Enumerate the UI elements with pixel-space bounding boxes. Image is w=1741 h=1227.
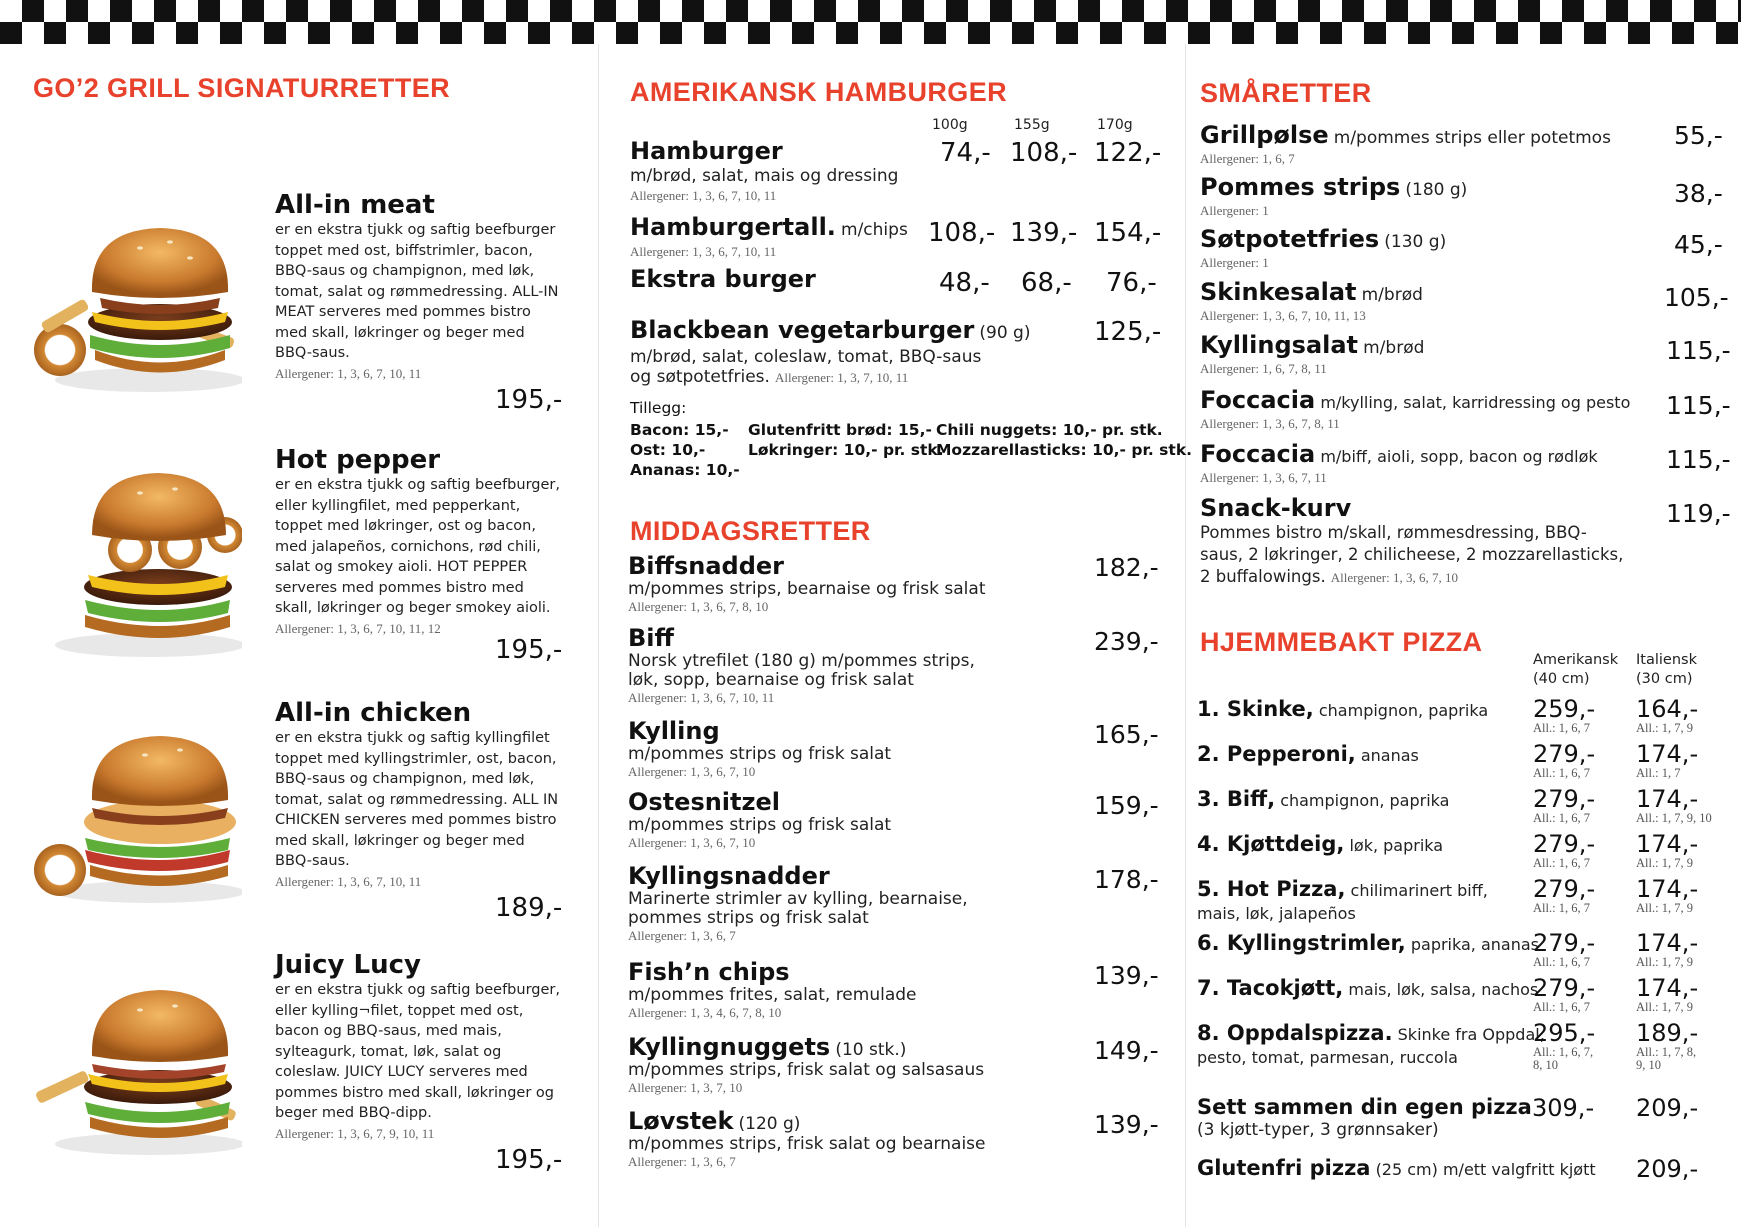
dish-name: Biff [628,624,674,652]
dish-name: Ekstra burger [630,265,816,293]
dish-name: Biffsnadder [628,552,784,580]
allergen-info: Allergener: 1, 3, 6, 7, 11 [1200,470,1327,485]
size-header: 100g [932,117,968,133]
dish-price: 45,- [1674,230,1723,259]
price-american: 309,- [1532,1094,1595,1122]
pizza-toppings: champignon, paprika [1318,701,1489,720]
price-100g: 48,- [939,268,990,298]
dish-name: Søtpotetfries [1200,225,1380,253]
pizza-toppings: løk, paprika [1349,836,1444,855]
signature-text [275,698,560,890]
checkered-border [0,0,1741,44]
dish-suffix: m/brød [1361,285,1423,305]
middag-item [628,863,1158,944]
pizza-price: 295,- [1533,1019,1596,1047]
allergen-info: Allergener: 1, 3, 6, 7, 10 [1330,570,1458,585]
dish-name: Kyllingnuggets [628,1033,831,1061]
allergen-info: All.: 1, 7, 9 [1636,721,1693,735]
allergen-info: All.: 1, 6, 7 [1533,856,1590,870]
size-header: 170g [1097,117,1133,133]
dish-name: Blackbean vegetarburger [630,316,975,344]
signature-text [275,445,560,637]
pizza-price: 174,- [1636,830,1699,858]
pizza-price: 279,- [1533,785,1596,813]
pizza-price-cell [1636,696,1698,735]
pizza-toppings-2: pesto, tomat, parmesan, ruccola [1197,1048,1458,1067]
allergen-info: Allergener: 1, 6, 7, 8, 11 [1200,361,1327,376]
dish-description: m/pommes strips og frisk salat [628,815,892,835]
allergen-info: Allergener: 1, 3, 6, 7, 8, 10 [628,599,769,614]
pizza-price-cell [1533,975,1595,1014]
pizza-toppings: champignon, paprika [1280,791,1450,810]
dish-name: All-in chicken [275,698,472,728]
pizza-price: 259,- [1533,695,1596,723]
middag-item [628,959,1158,1021]
pizza-glutenfri [1197,1156,1596,1180]
allergen-info: Allergener: 1, 3, 6, 7, 10 [628,764,756,779]
allergen-info: All.: 1, 7, 9, 10 [1636,811,1712,825]
pizza-price: 279,- [1533,830,1596,858]
dish-description: (3 kjøtt-typer, 3 grønnsaker) [1197,1120,1439,1140]
hamburger-item [630,264,930,294]
allergen-info: All.: 1, 7, 8, [1636,1045,1697,1059]
dish-price: 239,- [1094,627,1159,656]
dish-description: 2 buffalowings. [1200,567,1326,586]
pizza-name: 6. Kyllingstrimler, [1197,931,1406,955]
smarett-item [1200,278,1730,323]
allergen-info: Allergener: 1, 3, 6, 7 [628,928,736,943]
allergen-info: All.: 1, 6, 7 [1533,766,1590,780]
burger-photo [30,465,242,661]
dish-name: Glutenfri pizza [1197,1156,1371,1180]
dish-price: 149,- [1094,1036,1159,1065]
dish-description: m/pommes strips, bearnaise og frisk salat [628,579,986,599]
burger-photo [30,200,242,396]
pizza-heading: HJEMMEBAKT PIZZA [1200,627,1483,657]
tillegg-item: Bacon: 15,- [630,421,729,439]
allergen-info-2: 9, 10 [1636,1058,1661,1072]
size-header: 155g [1014,117,1050,133]
pizza-price-cell [1533,876,1595,915]
dish-price: 195,- [495,635,563,665]
dish-suffix: (120 g) [738,1114,801,1134]
tillegg-item: Chili nuggets: 10,- pr. stk. [936,421,1163,439]
dish-price: 182,- [1094,553,1159,582]
smarett-item [1200,440,1730,485]
pizza-col-american [1533,651,1618,689]
dish-suffix: (10 stk.) [835,1040,907,1060]
dish-price: 195,- [495,1145,563,1175]
allergen-info: All.: 1, 7, 9 [1636,955,1693,969]
dish-description: (25 cm) m/ett valgfritt kjøtt [1375,1160,1596,1179]
pizza-custom [1197,1094,1532,1140]
allergen-info: Allergener: 1, 3, 6, 7 [628,1154,736,1169]
col-label: Italiensk [1636,652,1697,668]
pizza-name: 1. Skinke, [1197,697,1314,721]
tillegg-label: Tillegg: [630,399,687,417]
dish-description: er en ekstra tjukk og saftig kyllingfilet toppet med kyllingstrimler, ost, bacon, BBQ-saus og champignon, med løk, tomat, salat og rømmedressing. ALL IN CHICKEN serveres med pommes bistro med skall, løkringer og beger med BBQ-saus. [275,730,559,869]
dish-name: Hamburgertall. [630,213,836,241]
pizza-price: 279,- [1533,740,1596,768]
price-155g: 68,- [1021,268,1072,298]
pizza-toppings-2: mais, løk, jalapeños [1197,904,1356,923]
allergen-info: Allergener: 1, 3, 7, 10, 11 [775,370,909,385]
allergen-info: Allergener: 1, 3, 6, 7, 9, 10, 11 [275,1125,435,1141]
dish-name: Kyllingsnadder [628,862,830,890]
dish-description: m/pommes frites, salat, remulade [628,985,917,1005]
pizza-toppings: Skinke fra Oppdal, [1397,1025,1545,1044]
price-italian: 209,- [1636,1155,1699,1183]
pizza-price: 174,- [1636,785,1699,813]
dish-name: Løvstek [628,1107,734,1135]
dish-name: Sett sammen din egen pizza [1197,1095,1532,1119]
pizza-price-cell [1636,876,1698,915]
dish-name: Pommes strips [1200,173,1401,201]
allergen-info: Allergener: 1, 3, 7, 10 [628,1080,743,1095]
dish-description: Pommes bistro m/skall, rømmesdressing, BBQ- [1200,523,1587,542]
allergen-info: All.: 1, 6, 7 [1533,1000,1590,1014]
allergen-info: All.: 1, 7 [1636,766,1681,780]
col-size: (40 cm) [1533,671,1590,687]
pizza-row [1197,930,1539,958]
price-170g: 122,- [1094,138,1162,168]
pizza-name: 5. Hot Pizza, [1197,877,1346,901]
fold-line [598,44,599,1227]
pizza-name: 4. Kjøttdeig, [1197,832,1345,856]
dish-price: 115,- [1666,336,1731,365]
dish-description: m/brød, salat, coleslaw, tomat, BBQ-saus [630,347,982,367]
dish-suffix: m/pommes strips eller potetmos [1333,128,1611,148]
dish-suffix: (130 g) [1384,232,1447,252]
dish-suffix: m/biff, aioli, sopp, bacon og rødløk [1320,447,1598,466]
allergen-info: Allergener: 1, 3, 4, 6, 7, 8, 10 [628,1005,782,1020]
smarett-item [1200,173,1730,218]
price-170g: 76,- [1106,268,1157,298]
pizza-price-cell [1636,741,1698,780]
allergen-info: All.: 1, 6, 7 [1533,901,1590,915]
col-label: Amerikansk [1533,652,1619,668]
allergen-info: Allergener: 1, 3, 6, 7, 10, 11 [630,188,777,203]
price-100g: 108,- [928,218,996,248]
dish-name: Kyllingsalat [1200,331,1359,359]
dish-description: m/pommes strips, frisk salat og salsasaus [628,1060,985,1080]
allergen-info: Allergener: 1, 6, 7 [1200,151,1295,166]
dish-description: er en ekstra tjukk og saftig beefburger, eller kyllingfilet, med pepperkant, toppet med løkringer, ost og bacon, med jalapeños, cornichons, rød chili, salat og smokey aioli. HOT PEPPER serveres med pommes bistro med skall, løkringer og beger smokey aioli. [275,477,560,616]
dish-price: 105,- [1664,283,1729,312]
allergen-info-2: 8, 10 [1533,1058,1558,1072]
pizza-col-italian [1636,651,1697,689]
burger-photo [30,962,242,1158]
allergen-info: All.: 1, 6, 7 [1533,955,1590,969]
vegetar-item [630,315,1090,387]
pizza-name: 7. Tacokjøtt, [1197,976,1344,1000]
pizza-price-cell [1636,975,1698,1014]
pizza-row [1197,696,1488,724]
dish-description: er en ekstra tjukk og saftig beefburger, eller kylling¬filet, toppet med ost, bacon og BBQ-saus, med mais, sylteagurk, tomat, løk, salat og coleslaw. JUICY LUCY serveres med pommes bistro med skall, løkringer og beger med BBQ-dipp. [275,982,560,1121]
dish-name: All-in meat [275,190,435,220]
dish-suffix: m/brød [1363,338,1425,358]
pizza-price-cell [1533,930,1595,969]
middag-item [628,1034,1158,1096]
signature-heading: GO’2 GRILL SIGNATURRETTER [33,73,451,103]
dish-description: Norsk ytrefilet (180 g) m/pommes strips, [628,651,975,671]
dish-name: Snack-kurv [1200,494,1352,522]
dish-name: Kylling [628,717,720,745]
tillegg-col-3 [936,420,1192,460]
tillegg-item: Glutenfritt brød: 15,- [748,421,932,439]
allergen-info: Allergener: 1, 3, 6, 7, 10, 11 [630,244,777,259]
tillegg-item: Løkringer: 10,- pr. stk. [748,441,944,459]
tillegg-item: Mozzarellasticks: 10,- pr. stk. [936,441,1193,459]
dish-description: saus, 2 løkringer, 2 chilicheese, 2 mozzarellasticks, [1200,545,1624,564]
allergen-info: Allergener: 1, 3, 6, 7, 10, 11 [275,873,422,889]
allergen-info: All.: 1, 7, 9 [1636,1000,1693,1014]
pizza-price-cell [1636,786,1712,825]
pizza-price: 279,- [1533,929,1596,957]
dish-name: Skinkesalat [1200,278,1357,306]
pizza-price-cell [1533,1020,1595,1072]
middag-item [628,789,1158,851]
dish-price: 165,- [1094,720,1159,749]
tillegg-col-2 [748,420,944,460]
middag-item [628,553,1158,615]
dish-price: 189,- [495,893,563,923]
dish-price: 139,- [1094,1110,1159,1139]
allergen-info: All.: 1, 7, 9 [1636,856,1693,870]
chicken-burger-photo [30,710,242,906]
pizza-row [1197,786,1449,814]
hamburger-item [630,213,930,260]
price-italian: 209,- [1636,1094,1699,1122]
snack-item [1200,494,1730,589]
pizza-price: 174,- [1636,974,1699,1002]
pizza-price: 164,- [1636,695,1699,723]
dish-weight: (90 g) [979,323,1031,343]
tillegg-col-1 [630,420,740,480]
dish-name: Hot pepper [275,445,441,475]
allergen-info: Allergener: 1 [1200,255,1269,270]
pizza-toppings: mais, løk, salsa, nachos [1348,980,1539,999]
price-170g: 154,- [1094,218,1162,248]
pizza-price: 279,- [1533,875,1596,903]
allergen-info: All.: 1, 6, 7 [1533,721,1590,735]
allergen-info: Allergener: 1, 3, 6, 7, 10, 11 [275,365,422,381]
middag-item [628,718,1158,780]
dish-price: 119,- [1666,499,1731,528]
pizza-toppings: paprika, ananas [1410,935,1539,954]
middag-item [628,1108,1158,1170]
fold-line [1185,44,1186,1227]
middag-heading: MIDDAGSRETTER [630,516,871,546]
smaretter-heading: SMÅRETTER [1200,78,1372,108]
pizza-price-cell [1533,786,1595,825]
dish-suffix: (180 g) [1405,180,1468,200]
allergen-info: Allergener: 1, 3, 6, 7, 10 [628,835,756,850]
pizza-price: 174,- [1636,740,1699,768]
dish-price: 55,- [1674,121,1723,150]
pizza-price-cell [1533,741,1595,780]
pizza-price-cell [1636,831,1698,870]
dish-description: m/brød, salat, mais og dressing [630,166,899,186]
dish-suffix: m/chips [841,220,908,240]
dish-description: m/pommes strips, frisk salat og bearnaise [628,1134,986,1154]
hamburger-heading: AMERIKANSK HAMBURGER [630,77,1007,107]
dish-description: m/pommes strips og frisk salat [628,744,892,764]
smarett-item [1200,386,1730,431]
pizza-toppings: ananas [1360,746,1419,765]
allergen-info: All.: 1, 6, 7 [1533,811,1590,825]
smarett-item [1200,121,1730,166]
allergen-info: Allergener: 1, 3, 6, 7, 10, 11 [628,690,775,705]
pizza-name: 3. Biff, [1197,787,1276,811]
tillegg-item: Ost: 10,- [630,441,706,459]
pizza-row [1197,741,1419,769]
col-size: (30 cm) [1636,671,1693,687]
allergen-info: Allergener: 1, 3, 6, 7, 8, 11 [1200,416,1340,431]
pizza-price: 189,- [1636,1019,1699,1047]
dish-price: 115,- [1666,391,1731,420]
pizza-price: 174,- [1636,929,1699,957]
dish-description: Marinerte strimler av kylling, bearnaise, [628,889,968,909]
dish-description: og søtpotetfries. [630,367,770,387]
dish-price: 178,- [1094,865,1159,894]
pizza-price: 174,- [1636,875,1699,903]
pizza-price-cell [1636,930,1698,969]
dish-price: 125,- [1094,317,1162,347]
allergen-info: Allergener: 1, 3, 6, 7, 10, 11, 13 [1200,308,1366,323]
hamburger-item [630,136,930,206]
dish-name: Hamburger [630,137,783,165]
dish-description-2: løk, sopp, bearnaise og frisk salat [628,670,914,690]
dish-description: er en ekstra tjukk og saftig beefburger toppet med ost, biffstrimler, bacon, BBQ-saus og champignon, med løk, tomat, salat og rømmedressing. ALL-IN MEAT serveres med pommes bistro med skall, løkringer og beger med BBQ-saus. [275,222,559,361]
dish-suffix: m/kylling, salat, karridressing og pesto [1320,393,1631,412]
dish-price: 195,- [495,385,563,415]
dish-name: Fish’n chips [628,958,790,986]
pizza-price-cell [1533,696,1595,735]
pizza-row [1197,831,1443,859]
allergen-info: Allergener: 1 [1200,203,1269,218]
price-155g: 108,- [1010,138,1078,168]
dish-name: Ostesnitzel [628,788,780,816]
dish-price: 38,- [1674,179,1723,208]
allergen-info: All.: 1, 6, 7, [1533,1045,1594,1059]
dish-price: 115,- [1666,445,1731,474]
price-155g: 139,- [1010,218,1078,248]
dish-name: Foccacia [1200,386,1316,414]
pizza-toppings: chilimarinert biff, [1350,881,1488,900]
pizza-row [1197,876,1488,924]
dish-price: 139,- [1094,961,1159,990]
dish-name: Grillpølse [1200,121,1329,149]
pizza-name: 8. Oppdalspizza. [1197,1021,1393,1045]
dish-name: Juicy Lucy [275,950,421,980]
pizza-row [1197,1020,1545,1068]
pizza-row [1197,975,1538,1003]
tillegg-item: Ananas: 10,- [630,461,740,479]
pizza-price: 279,- [1533,974,1596,1002]
signature-text [275,950,560,1142]
dish-price: 159,- [1094,791,1159,820]
pizza-price-cell [1636,1020,1698,1072]
allergen-info: Allergener: 1, 3, 6, 7, 10, 11, 12 [275,620,441,636]
smarett-item [1200,225,1730,270]
pizza-name: 2. Pepperoni, [1197,742,1356,766]
middag-item [628,625,1158,706]
signature-text [275,190,560,382]
dish-description-2: pommes strips og frisk salat [628,908,869,928]
smarett-item [1200,331,1730,376]
pizza-price-cell [1533,831,1595,870]
allergen-info: All.: 1, 7, 9 [1636,901,1693,915]
price-100g: 74,- [940,138,991,168]
dish-name: Foccacia [1200,440,1316,468]
